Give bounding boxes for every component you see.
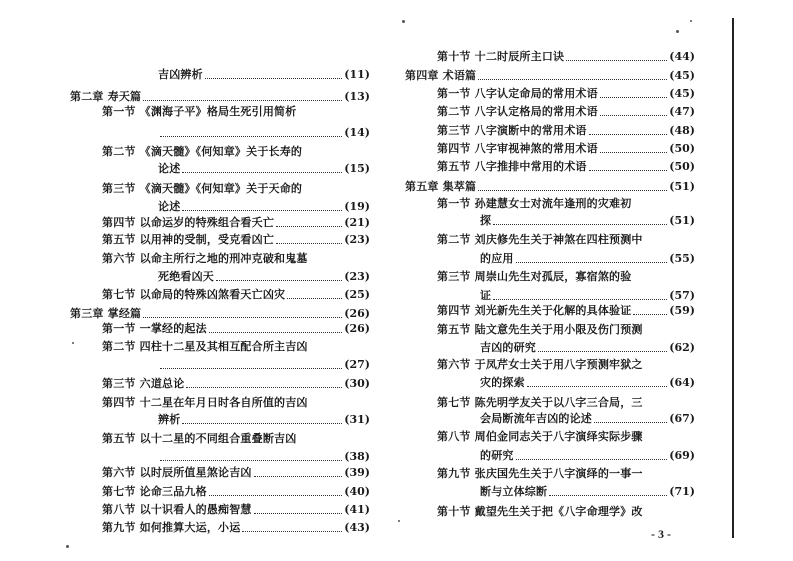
toc-entry-title: 第三节 六道总论	[102, 377, 185, 390]
toc-page-number: (57)	[669, 289, 695, 302]
toc-section	[405, 323, 695, 336]
toc-page-number: (45)	[669, 87, 695, 100]
dot-leader	[254, 513, 343, 514]
toc-section	[70, 216, 370, 229]
toc-section	[70, 503, 370, 516]
toc-entry-title: 第五节 陆文意先生关于用小限及伤门预测	[437, 323, 643, 336]
toc-continuation	[405, 214, 695, 227]
dot-leader	[516, 262, 668, 263]
toc-continuation	[405, 376, 695, 389]
toc-entry-title: 第五节 以用神的受制，受克看凶亡	[102, 233, 275, 246]
toc-entry-title: 断与立体综断	[480, 485, 548, 498]
toc-entry-title: 第一节 八字认定命局的常用术语	[437, 87, 598, 100]
toc-chapter	[70, 90, 370, 103]
toc-page-number: (14)	[344, 126, 370, 139]
dot-leader	[209, 495, 342, 496]
toc-section	[405, 505, 695, 518]
toc-entry-title: 第五节 以十二星的不同组合重叠断吉凶	[102, 432, 297, 445]
dot-leader	[254, 476, 343, 477]
toc-entry-title: 灾的探索	[480, 376, 525, 389]
toc-entry-title: 第一节 一掌经的起法	[102, 322, 207, 335]
toc-entry-title: 吉凶的研究	[480, 341, 536, 354]
toc-section	[405, 160, 695, 173]
toc-page-number: (50)	[669, 142, 695, 155]
toc-entry-title: 辨析	[158, 413, 181, 426]
toc-entry-title: 第三节 周崇山先生对孤辰，寡宿煞的验	[437, 270, 632, 283]
toc-page-number: (51)	[669, 180, 695, 193]
toc-continuation	[405, 252, 695, 265]
toc-continuation	[70, 358, 370, 371]
toc-chapter	[405, 69, 695, 82]
toc-page-number: (71)	[669, 485, 695, 498]
toc-continuation	[405, 485, 695, 498]
page-number: - 3 -	[651, 527, 671, 541]
toc-entry-title: 第四节 八字审视神煞的常用术语	[437, 142, 598, 155]
toc-continuation	[70, 270, 370, 283]
toc-page-number: (69)	[669, 449, 695, 462]
dot-leader	[182, 210, 342, 211]
dot-leader	[600, 152, 667, 153]
toc-page-number: (51)	[669, 214, 695, 227]
toc-page-number: (47)	[669, 105, 695, 118]
toc-section	[70, 105, 370, 118]
toc-page-number: (25)	[344, 288, 370, 301]
dot-leader	[566, 60, 667, 61]
toc-continuation	[405, 289, 695, 302]
toc-section	[70, 145, 370, 158]
toc-page-number: (62)	[669, 341, 695, 354]
toc-page-number: (38)	[344, 450, 370, 463]
dot-leader	[143, 317, 342, 318]
dot-leader	[242, 531, 342, 532]
toc-page-number: (50)	[669, 160, 695, 173]
toc-entry-title: 死绝看凶天	[158, 270, 214, 283]
toc-entry-title: 第九节 如何推算大运，小运	[102, 521, 241, 534]
toc-page-number: (59)	[669, 304, 695, 317]
scan-speck	[66, 545, 69, 548]
toc-entry-title: 第二节 四柱十二星及其相互配合所主吉凶	[102, 340, 308, 353]
toc-continuation	[405, 412, 695, 425]
dot-leader	[160, 368, 342, 369]
dot-leader	[633, 314, 667, 315]
dot-leader	[287, 298, 342, 299]
toc-entry-title: 证	[480, 289, 492, 302]
dot-leader	[589, 134, 668, 135]
dot-leader	[478, 190, 667, 191]
toc-continuation	[70, 162, 370, 175]
toc-section	[405, 105, 695, 118]
dot-leader	[216, 280, 342, 281]
toc-entry-title: 探	[480, 214, 492, 227]
toc-entry-title: 第三节 《滴天髓》《何知章》关于天命的	[102, 182, 303, 195]
toc-page-number: (23)	[344, 270, 370, 283]
toc-page-number: (11)	[344, 68, 370, 81]
toc-entry-title: 第九节 张庆国先生关于八字演绎的一事一	[437, 467, 643, 480]
toc-continuation	[70, 200, 370, 213]
toc-page-number: (45)	[669, 69, 695, 82]
toc-entry-title: 第五章 集萃篇	[405, 180, 477, 193]
toc-entry-title: 第一节 《渊海子平》格局生死引用简析	[102, 105, 297, 118]
toc-continuation	[70, 450, 370, 463]
dot-leader	[160, 460, 342, 461]
toc-entry-title: 论述	[158, 162, 181, 175]
dot-leader	[493, 224, 667, 225]
toc-chapter	[70, 307, 370, 320]
toc-page-number: (43)	[344, 521, 370, 534]
toc-section	[70, 521, 370, 534]
toc-entry-title: 第八节 以十识看人的愚痴智慧	[102, 503, 252, 516]
dot-leader	[478, 79, 667, 80]
toc-section	[405, 124, 695, 137]
scan-speck	[72, 342, 74, 344]
toc-entry-title: 第十节 戴望先生关于把《八字命理学》改	[437, 505, 643, 518]
toc-entry-title: 第二节 八字认定格局的常用术语	[437, 105, 598, 118]
dot-leader	[276, 226, 342, 227]
toc-entry-title: 第七节 论命三品九格	[102, 485, 207, 498]
scan-speck	[398, 520, 400, 522]
toc-page-number: (44)	[669, 50, 695, 63]
dot-leader	[527, 386, 667, 387]
dot-leader	[182, 172, 342, 173]
toc-entry-title: 第六节 以命主所行之地的刑冲克破和鬼墓	[102, 252, 308, 265]
toc-section	[405, 270, 695, 283]
toc-page-number: (39)	[344, 466, 370, 479]
dot-leader	[600, 97, 667, 98]
toc-page-number: (26)	[344, 307, 370, 320]
dot-leader	[600, 115, 667, 116]
toc-section	[70, 322, 370, 335]
toc-entry-title: 第六节 以时辰所值星煞论吉凶	[102, 466, 252, 479]
toc-page-number: (19)	[344, 200, 370, 213]
toc-entry-title: 第四节 刘光新先生关于化解的具体验证	[437, 304, 632, 317]
toc-entry-title: 第三节 八字演断中的常用术语	[437, 124, 587, 137]
toc-entry-title: 第二节 刘庆修先生关于神煞在四柱预测中	[437, 233, 643, 246]
dot-leader	[589, 170, 668, 171]
toc-continuation	[405, 449, 695, 462]
toc-section	[70, 466, 370, 479]
toc-entry-title: 第四节 以命运岁的特殊组合看夭亡	[102, 216, 275, 229]
toc-page-number: (13)	[344, 90, 370, 103]
dot-leader	[549, 495, 667, 496]
toc-section	[70, 485, 370, 498]
toc-section	[70, 377, 370, 390]
toc-continuation	[70, 68, 370, 81]
toc-entry-title: 第六节 于凤芹女士关于用八字预测牢狱之	[437, 358, 643, 371]
toc-page-number: (41)	[344, 503, 370, 516]
toc-page-number: (40)	[344, 485, 370, 498]
dot-leader	[143, 100, 342, 101]
toc-page-number: (48)	[669, 124, 695, 137]
toc-entry-title: 第八节 周伯金同志关于八字演绎实际步骤	[437, 430, 643, 443]
toc-section	[70, 182, 370, 195]
dot-leader	[209, 332, 342, 333]
toc-entry-title: 第七节 陈先明学友关于以八字三合局，三	[437, 396, 643, 409]
dot-leader	[276, 243, 342, 244]
dot-leader	[493, 299, 667, 300]
toc-section	[405, 430, 695, 443]
toc-page-number: (64)	[669, 376, 695, 389]
dot-leader	[182, 423, 342, 424]
scan-speck	[690, 20, 692, 22]
toc-section	[405, 142, 695, 155]
toc-entry-title: 第三章 掌经篇	[70, 307, 142, 320]
toc-page-number: (55)	[669, 252, 695, 265]
toc-section	[70, 252, 370, 265]
toc-continuation	[70, 126, 370, 139]
toc-section	[70, 340, 370, 353]
toc-page-number: (15)	[344, 162, 370, 175]
scan-speck	[402, 20, 405, 23]
toc-page-number: (27)	[344, 358, 370, 371]
toc-entry-title: 吉凶辨析	[158, 68, 203, 81]
toc-section	[405, 358, 695, 371]
toc-entry-title: 第七节 以命局的特殊凶煞看天亡凶灾	[102, 288, 286, 301]
toc-page-number: (21)	[344, 216, 370, 229]
toc-section	[405, 87, 695, 100]
toc-page-number: (30)	[344, 377, 370, 390]
toc-section	[405, 304, 695, 317]
dot-leader	[538, 351, 667, 352]
dot-leader	[516, 459, 668, 460]
toc-entry-title: 会局断流年吉凶的论述	[480, 412, 592, 425]
toc-section	[405, 233, 695, 246]
toc-continuation	[405, 341, 695, 354]
toc-entry-title: 的应用	[480, 252, 514, 265]
binding-edge-divider	[732, 18, 734, 538]
toc-entry-title: 第四章 术语篇	[405, 69, 477, 82]
toc-entry-title: 论述	[158, 200, 181, 213]
toc-page-number: (31)	[344, 413, 370, 426]
scan-speck	[676, 30, 679, 33]
toc-section	[70, 396, 370, 409]
toc-section	[405, 50, 695, 63]
toc-chapter	[405, 180, 695, 193]
toc-entry-title: 第五节 八字推排中常用的术语	[437, 160, 587, 173]
toc-section	[405, 396, 695, 409]
dot-leader	[160, 136, 342, 137]
dot-leader	[594, 422, 667, 423]
toc-continuation	[70, 413, 370, 426]
toc-entry-title: 第十节 十二时辰所主口诀	[437, 50, 565, 63]
toc-entry-title: 第四节 十二星在年月日时各自所值的吉凶	[102, 396, 308, 409]
toc-entry-title: 第二节 《滴天髓》《何知章》关于长寿的	[102, 145, 303, 158]
toc-page-number: (26)	[344, 322, 370, 335]
toc-entry-title: 第二章 寿天篇	[70, 90, 142, 103]
toc-section	[405, 467, 695, 480]
toc-section	[70, 233, 370, 246]
dot-leader	[186, 387, 342, 388]
toc-page-number: (67)	[669, 412, 695, 425]
toc-entry-title: 第一节 孙建慧女士对流年逢刑的灾难初	[437, 197, 632, 210]
toc-section	[405, 197, 695, 210]
toc-entry-title: 的研究	[480, 449, 514, 462]
toc-section	[70, 288, 370, 301]
dot-leader	[205, 78, 342, 79]
toc-page-number: (23)	[344, 233, 370, 246]
toc-section	[70, 432, 370, 445]
